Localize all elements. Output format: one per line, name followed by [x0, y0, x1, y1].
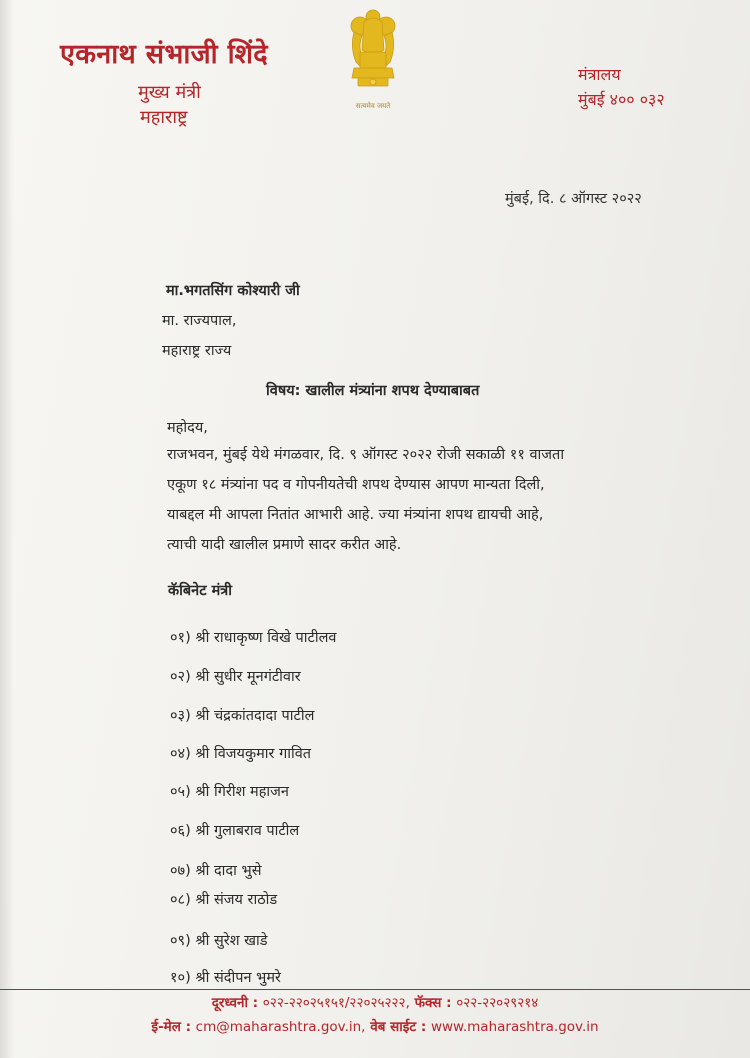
phone-value: ०२२-२२०२५१५१/२२०२५२२२,	[262, 995, 410, 1011]
state-emblem-icon	[340, 8, 406, 112]
recipient-block	[162, 276, 300, 366]
fax-value: ०२२-२२०२९२१४	[456, 995, 539, 1011]
section-heading-cabinet: कॅबिनेट मंत्री	[168, 583, 233, 599]
minister-item: ०६) श्री गुलाबराव पाटील	[170, 823, 300, 839]
emblem-caption: सत्यमेव जयते	[355, 102, 391, 110]
salutation: महोदय,	[167, 420, 208, 436]
minister-item: ०३) श्री चंद्रकांतदादा पाटील	[170, 708, 315, 724]
address-line-1: मंत्रालय	[578, 65, 621, 84]
footer-contact-web	[0, 1017, 750, 1035]
fax-label: फॅक्स :	[414, 995, 452, 1011]
recipient-state: महाराष्ट्र राज्य	[162, 343, 232, 359]
footer-contact-phone	[0, 993, 750, 1011]
recipient-name: मा.भगतसिंग कोश्यारी जी	[166, 283, 300, 299]
minister-item: ०२) श्री सुधीर मूनगंटीवार	[170, 669, 301, 685]
website-value: www.maharashtra.gov.in	[430, 1019, 599, 1035]
letterhead-name: एकनाथ संभाजी शिंदे	[60, 39, 268, 70]
page-edge-shadow	[0, 0, 14, 1058]
minister-item: ०८) श्री संजय राठोड	[170, 892, 278, 908]
letter-subject: विषय: खालील मंत्र्यांना शपथ देण्याबाबत	[266, 383, 480, 399]
minister-item: ०१) श्री राधाकृष्ण विखे पाटीलव	[170, 630, 337, 646]
minister-item: १०) श्री संदीपन भुमरे	[170, 970, 281, 986]
designation-state: महाराष्ट्र	[140, 107, 188, 128]
email-value: cm@maharashtra.gov.in,	[195, 1019, 366, 1035]
letterhead-address	[578, 62, 665, 112]
footer-divider	[0, 989, 750, 990]
minister-item: ०९) श्री सुरेश खाडे	[170, 933, 268, 949]
recipient-title: मा. राज्यपाल,	[162, 313, 237, 329]
letterhead-designation	[138, 80, 201, 130]
minister-item: ०५) श्री गिरीश महाजन	[170, 784, 289, 800]
email-label: ई-मेल :	[151, 1019, 191, 1035]
body-line: एकूण १८ मंत्र्यांना पद व गोपनीयतेची शपथ देण्यास आपण मान्यता दिली,	[167, 477, 545, 493]
minister-item: ०४) श्री विजयकुमार गावित	[170, 746, 312, 762]
website-label: वेब साईट :	[370, 1019, 427, 1035]
designation-title: मुख्य मंत्री	[138, 82, 201, 103]
body-line: राजभवन, मुंबई येथे मंगळवार, दि. ९ ऑगस्ट २०२२ रोजी सकाळी ११ वाजता	[167, 447, 565, 463]
body-line: याबद्दल मी आपला नितांत आभारी आहे. ज्या मंत्र्यांना शपथ द्यायची आहे,	[167, 507, 544, 523]
letter-date: मुंबई, दि. ८ ऑगस्ट २०२२	[505, 191, 642, 207]
phone-label: दूरध्वनी :	[211, 995, 259, 1011]
body-line: त्याची यादी खालील प्रमाणे सादर करीत आहे.	[167, 537, 402, 553]
address-line-2: मुंबई ४०० ०३२	[578, 90, 665, 109]
body-paragraph	[167, 440, 667, 560]
minister-item: ०७) श्री दादा भुसे	[170, 863, 262, 879]
